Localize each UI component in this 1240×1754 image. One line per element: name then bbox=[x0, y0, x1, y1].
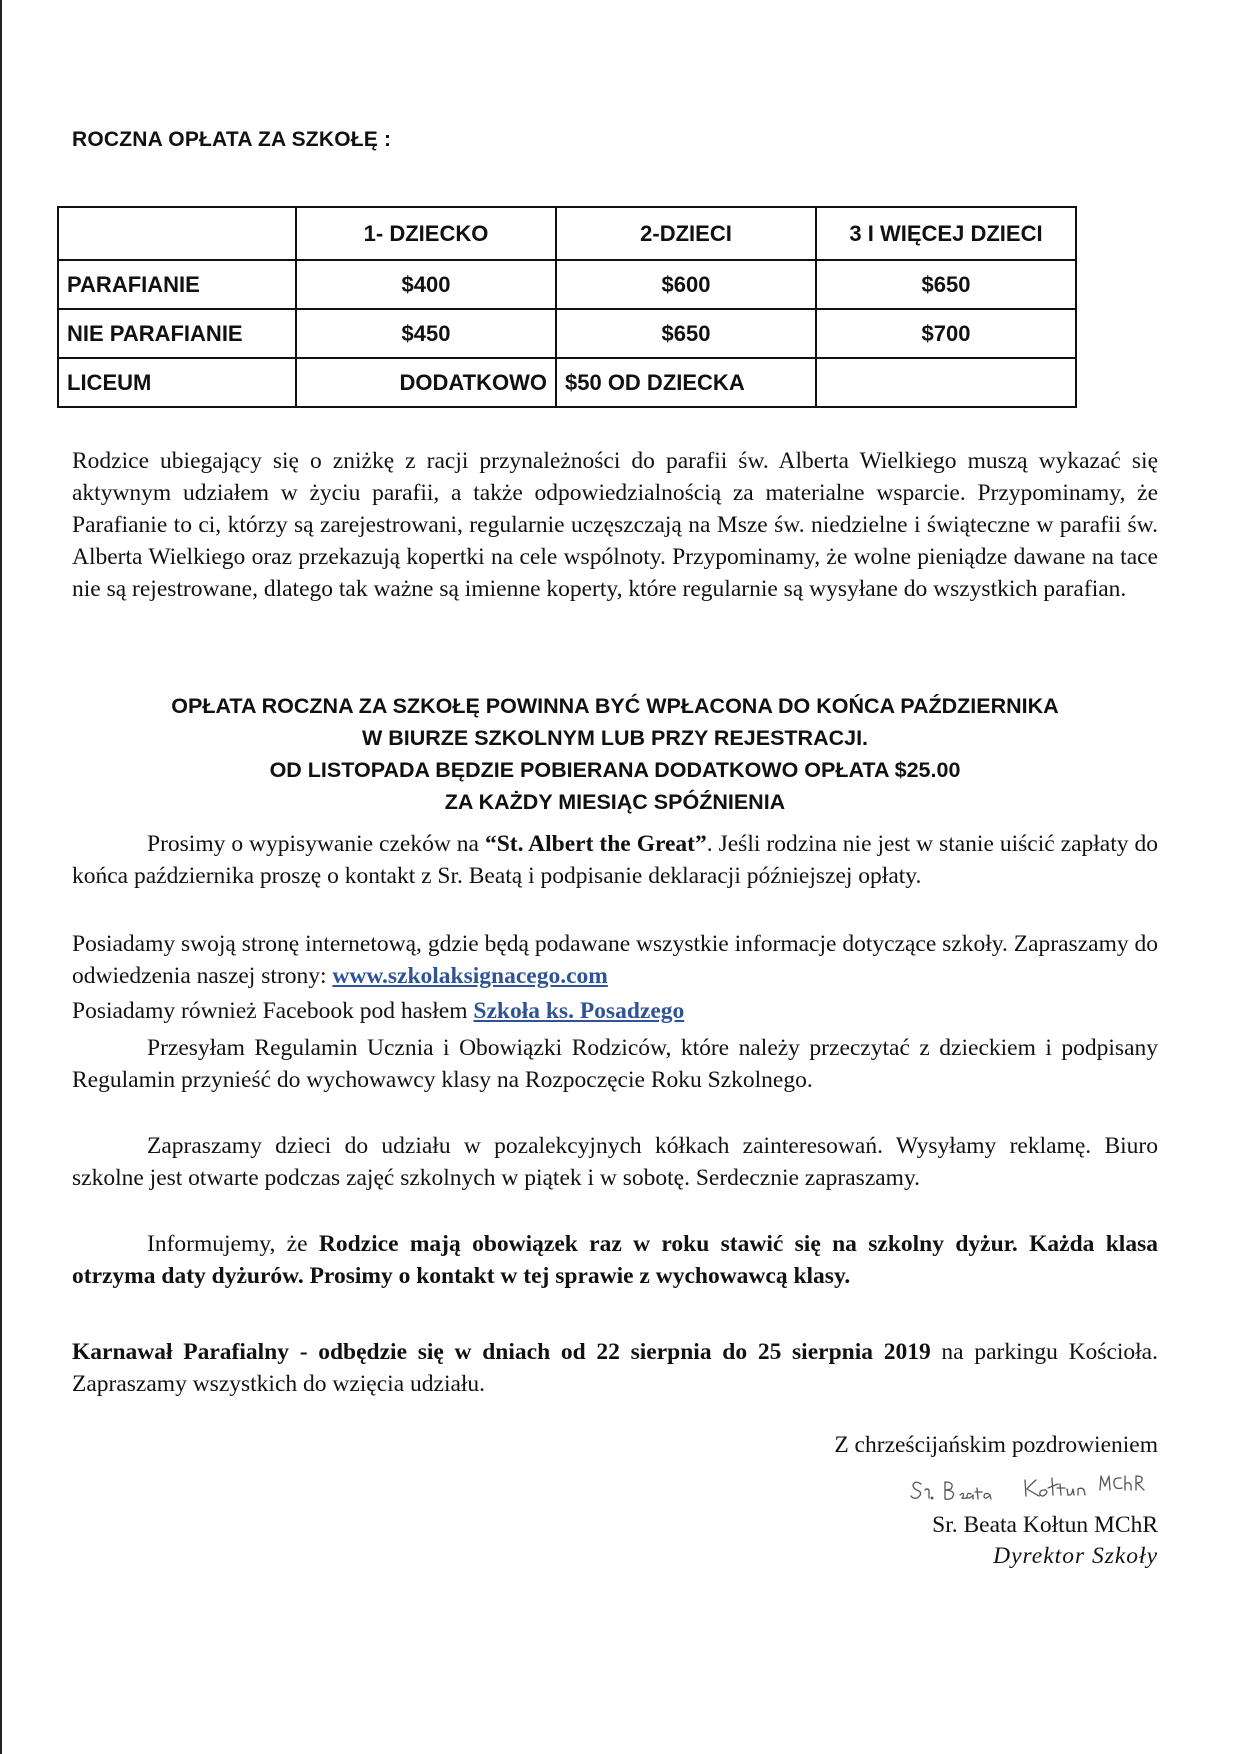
checks-paragraph bbox=[72, 828, 1158, 892]
table-header-cell: 2-DZIECI bbox=[556, 207, 816, 260]
discount-paragraph: Rodzice ubiegający się o zniżkę z racji przynależności do parafii św. Alberta Wielkiego muszą wykazać się aktywnym udziałem w życiu parafii, a także odpowiedzialnością za materialne wsparcie. Przypominamy, że Parafianie to ci, którzy są zarejestrowani, regularnie uczęszczają na Msze św. niedzielne i świąteczne w parafii św. Alberta Wielkiego oraz przekazują kopertki na cele wspólnoty. Przypominamy, że wolne pieniądze dawane na tace nie są rejestrowane, dlatego tak ważne są imienne koperty, które regularnie są wysyłane do wszystkich parafian. bbox=[72, 448, 1158, 602]
fee-table-header-row bbox=[58, 207, 1076, 260]
page-edge-line bbox=[0, 0, 2, 1754]
facebook-paragraph bbox=[72, 995, 1158, 1027]
duty-emphasis: Rodzice mają obowiązek raz w roku stawić się na szkolny dyżur. Każda klasa otrzyma daty dyżurów. Prosimy o kontakt w tej sprawie z wychowawcą klasy. bbox=[72, 1231, 1158, 1289]
notice-line: ZA KAŻDY MIESIĄC SPÓŹNIENIA bbox=[444, 790, 786, 814]
carnival-paragraph bbox=[72, 1336, 1158, 1400]
table-row bbox=[58, 358, 1076, 407]
table-cell: $400 bbox=[296, 260, 556, 309]
table-cell: $700 bbox=[816, 309, 1076, 358]
duty-text: Informujemy, że bbox=[147, 1231, 319, 1257]
table-header-cell bbox=[58, 207, 296, 260]
signatory-name: Sr. Beata Kołtun MChR bbox=[932, 1512, 1158, 1538]
table-cell: DODATKOWO bbox=[296, 358, 556, 407]
table-cell: $600 bbox=[556, 260, 816, 309]
table-cell: LICEUM bbox=[58, 358, 296, 407]
fee-section-title: ROCZNA OPŁATA ZA SZKOŁĘ : bbox=[72, 128, 392, 151]
duty-paragraph bbox=[72, 1228, 1158, 1292]
payment-notice bbox=[72, 690, 1158, 818]
regulations-paragraph: Przesyłam Regulamin Ucznia i Obowiązki Rodziców, które należy przeczytać z dzieckiem i podpisany Regulamin przynieść do wychowawcy klasy na Rozpoczęcie Roku Szkolnego. bbox=[72, 1035, 1158, 1093]
fee-table bbox=[57, 206, 1077, 408]
carnival-emphasis: Karnawał Parafialny - odbędzie się w dniach od 22 sierpnia do 25 sierpnia 2019 bbox=[72, 1339, 931, 1365]
table-header-cell: 1- DZIECKO bbox=[296, 207, 556, 260]
table-cell bbox=[816, 358, 1076, 407]
handwritten-signature bbox=[905, 1468, 1155, 1508]
table-cell: $450 bbox=[296, 309, 556, 358]
website-text: Posiadamy swoją stronę internetową, gdzie będą podawane wszystkie informacje dotyczące szkoły. Zapraszamy do odwiedzenia naszej strony: bbox=[72, 931, 1158, 989]
facebook-link[interactable]: Szkoła ks. Posadzego bbox=[473, 998, 685, 1024]
checks-text-rest: . Jeśli rodzina nie jest w stanie uiścić zapłaty do końca października proszę o kontakt z Sr. Beatą i podpisanie deklaracji późniejszej opłaty. bbox=[72, 831, 1158, 889]
table-header-cell: 3 I WIĘCEJ DZIECI bbox=[816, 207, 1076, 260]
table-row bbox=[58, 260, 1076, 309]
signatory-role: Dyrektor Szkoły bbox=[993, 1543, 1158, 1569]
table-cell: $650 bbox=[816, 260, 1076, 309]
closing-greeting: Z chrześcijańskim pozdrowieniem bbox=[834, 1432, 1158, 1458]
checks-payee: “St. Albert the Great” bbox=[484, 831, 707, 857]
carnival-text: na parkingu Kościoła. Zapraszamy wszystkich do wzięcia udziału. bbox=[72, 1339, 1158, 1397]
facebook-text: Posiadamy również Facebook pod hasłem bbox=[72, 998, 474, 1024]
table-cell: $50 OD DZIECKA bbox=[556, 358, 816, 407]
website-paragraph bbox=[72, 928, 1158, 992]
notice-line: OPŁATA ROCZNA ZA SZKOŁĘ POWINNA BYĆ WPŁACONA DO KOŃCA PAŹDZIERNIKA bbox=[171, 694, 1059, 718]
checks-text: Prosimy o wypisywanie czeków na bbox=[147, 831, 485, 857]
table-cell: NIE PARAFIANIE bbox=[58, 309, 296, 358]
table-row bbox=[58, 309, 1076, 358]
table-cell: $650 bbox=[556, 309, 816, 358]
website-link[interactable]: www.szkolaksignacego.com bbox=[332, 963, 608, 989]
notice-line: OD LISTOPADA BĘDZIE POBIERANA DODATKOWO OPŁATA $25.00 bbox=[269, 758, 961, 782]
notice-line: W BIURZE SZKOLNYM LUB PRZY REJESTRACJI. bbox=[361, 726, 869, 750]
activities-paragraph: Zapraszamy dzieci do udziału w pozalekcyjnych kółkach zainteresowań. Wysyłamy reklamę. Biuro szkolne jest otwarte podczas zajęć szkolnych w piątek i w sobotę. Serdecznie zapraszamy. bbox=[72, 1133, 1158, 1191]
table-cell: PARAFIANIE bbox=[58, 260, 296, 309]
